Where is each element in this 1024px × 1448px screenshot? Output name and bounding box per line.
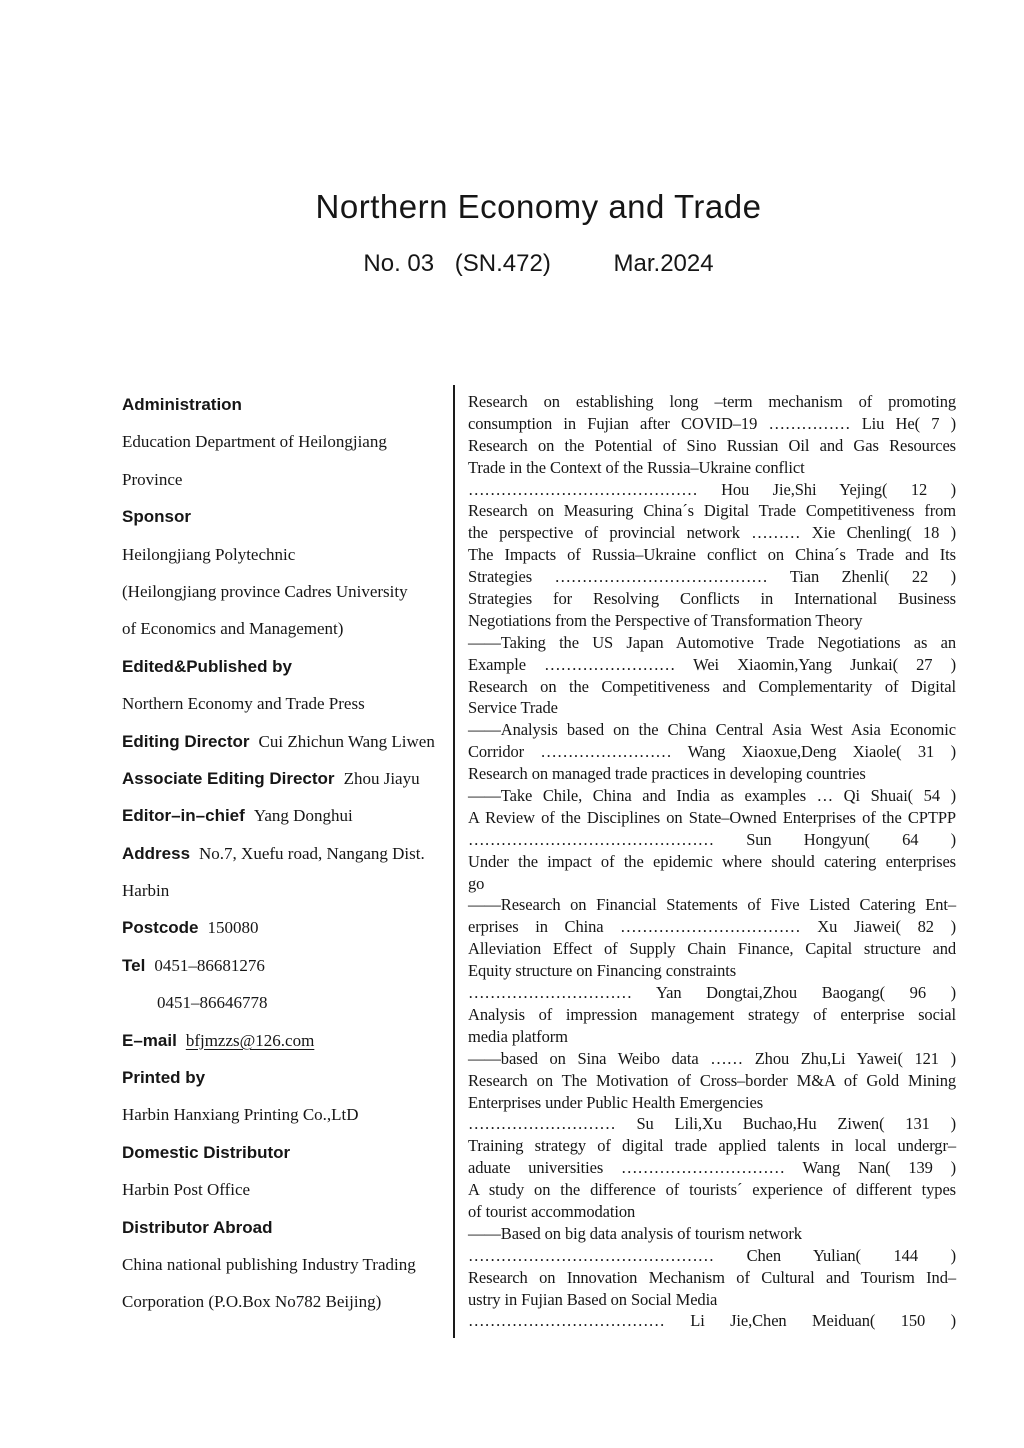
toc-line: A study on the difference of tourists´ experience of different types [468,1180,956,1200]
toc-line: ——Analysis based on the China Central Asia West Asia Economic [468,720,956,740]
issue-date: Mar.2024 [613,250,714,277]
masthead-field [122,760,455,797]
toc-line: Analysis of impression management strategy of enterprise social [468,1004,956,1024]
toc-line: Negotiations from the Perspective of Transformation Theory [468,610,863,630]
toc-line: Example …………………… Wei Xiaomin,Yang Junkai( 27 ) [468,654,956,674]
toc-line: of tourist accommodation [468,1201,636,1221]
issue-line [122,250,955,278]
toc-line: ——based on Sina Weibo data …… Zhou Zhu,Li Yawei( 121 ) [468,1048,956,1068]
toc-line: erprises in China …………………………… Xu Jiawei( 82 ) [468,917,956,937]
toc-line: ——Taking the US Japan Automotive Trade Negotiations as an [468,632,956,652]
toc-line: consumption in Fujian after COVID–19 …………… Liu He( 7 ) [468,413,956,433]
masthead-field [122,723,455,760]
toc-line: Training strategy of digital trade applied talents in local undergr– [468,1136,956,1156]
toc-line: ……………………………………… Chen Yulian( 144 ) [468,1245,956,1265]
toc-line: A Review of the Disciplines on State–Owned Enterprises of the CPTPP [468,807,956,827]
masthead-field-label: Editing Director [122,731,250,751]
column-divider [453,385,455,1338]
masthead-field-value: No.7, Xuefu road, Nangang Dist. [199,843,425,863]
masthead-text-line: of Economics and Management) [122,619,344,639]
toc-line: aduate universities ………………………… Wang Nan( 139 ) [468,1158,956,1178]
toc-line: ……………………… Su Lili,Xu Buchao,Hu Ziwen( 131 ) [468,1114,956,1134]
masthead-text-line: Corporation (P.O.Box No782 Beijing) [122,1292,382,1312]
issue-serial: (SN.472) [454,250,551,277]
toc-line: Research on managed trade practices in developing countries [468,764,866,784]
toc-line: Under the impact of the epidemic where should catering enterprises [468,851,956,871]
toc-line: ………………………… Yan Dongtai,Zhou Baogang( 96 ) [468,983,956,1003]
toc-line: Equity structure on Financing constraints [468,961,737,981]
toc-line: ……………………………… Li Jie,Chen Meiduan( 150 ) [468,1311,956,1331]
toc-line: The Impacts of Russia–Ukraine conflict on China´s Trade and Its [468,545,956,565]
masthead-text-line: Province [122,469,183,489]
masthead-section-header: Domestic Distributor [122,1142,291,1162]
toc-line: ——Take Chile, China and India as examples … Qi Shuai( 54 ) [468,786,956,806]
toc-line: Corridor …………………… Wang Xiaoxue,Deng Xiaole( 31 ) [468,742,956,762]
masthead-text-line: Heilongjiang Polytechnic [122,544,296,564]
toc-line: …………………………………… Hou Jie,Shi Yejing( 12 ) [468,479,956,499]
masthead-field-label: Address [122,843,191,863]
toc-line: ——Based on big data analysis of tourism network [468,1223,802,1243]
toc-line: Strategies ………………………………… Tian Zhenli( 22 ) [468,567,956,587]
masthead-field-label: Tel [122,955,146,975]
toc-line: Research on Measuring China´s Digital Trade Competitiveness from [468,501,956,521]
toc-line: ——Research on Financial Statements of Five Listed Catering Ent– [468,895,956,915]
masthead-section-header: Administration [122,395,242,414]
toc-line: Alleviation Effect of Supply Chain Finance, Capital structure and [468,939,956,959]
masthead-field [122,947,455,984]
masthead-field-value: 0451–86681276 [154,955,265,975]
masthead-field [122,909,455,946]
masthead-section-header: Edited&Published by [122,656,293,676]
toc-line: Enterprises under Public Health Emergencies [468,1092,764,1112]
masthead-text-line: Education Department of Heilongjiang [122,432,387,452]
masthead-section-header: Printed by [122,1068,206,1088]
toc-line: Research on the Potential of Sino Russian Oil and Gas Resources [468,435,956,455]
masthead-text-line: Harbin Hanxiang Printing Co.,LtD [122,1105,359,1125]
toc-line: go [468,873,485,893]
toc-line: media platform [468,1026,568,1046]
masthead-field-label: Editor–in–chief [122,806,245,826]
page-title: Northern Economy and Trade [315,188,762,226]
masthead-field-label: Postcode [122,918,199,938]
masthead-field [122,1022,455,1059]
masthead-section-header: Distributor Abroad [122,1217,273,1237]
toc-line: Service Trade [468,698,558,718]
issue-number: No. 03 [363,250,435,277]
toc-line: ustry in Fujian Based on Social Media [468,1289,718,1309]
toc-line: ……………………………………… Sun Hongyun( 64 ) [468,829,956,849]
toc-line: Strategies for Resolving Conflicts in International Business [468,589,956,609]
toc-line: Research on establishing long –term mechanism of promoting [468,392,956,411]
masthead-field [122,835,455,872]
masthead-field-value: Zhou Jiayu [343,768,420,788]
masthead-field-value: 150080 [207,918,259,938]
toc-line: Research on Innovation Mechanism of Cultural and Tourism Ind– [468,1267,956,1287]
masthead-field-label: E–mail [122,1030,177,1050]
table-of-contents [468,391,956,1332]
masthead-text-line: China national publishing Industry Trading [122,1254,416,1274]
masthead-text-line: Harbin Post Office [122,1180,251,1200]
masthead-text-line: 0451–86646778 [157,993,268,1013]
masthead-field [122,797,455,834]
masthead-text-line: (Heilongjiang province Cadres University [122,581,408,601]
masthead-field-value: Yang Donghui [253,806,353,826]
toc-line: the perspective of provincial network ……… Xie Chenling( 18 ) [468,523,956,543]
masthead-section-header: Sponsor [122,507,191,527]
toc-line: Trade in the Context of the Russia–Ukraine conflict [468,457,805,477]
masthead-field-value: Cui Zhichun Wang Liwen [258,731,435,751]
masthead-text-line: Harbin [122,881,170,901]
masthead-column [122,386,455,1321]
toc-line: Research on The Motivation of Cross–border M&A of Gold Mining [468,1070,956,1090]
toc-line: Research on the Competitiveness and Complementarity of Digital [468,676,956,696]
masthead-field-label: Associate Editing Director [122,768,335,788]
masthead-text-line: Northern Economy and Trade Press [122,694,365,714]
masthead-email-value: bfjmzzs@126.com [185,1030,315,1050]
